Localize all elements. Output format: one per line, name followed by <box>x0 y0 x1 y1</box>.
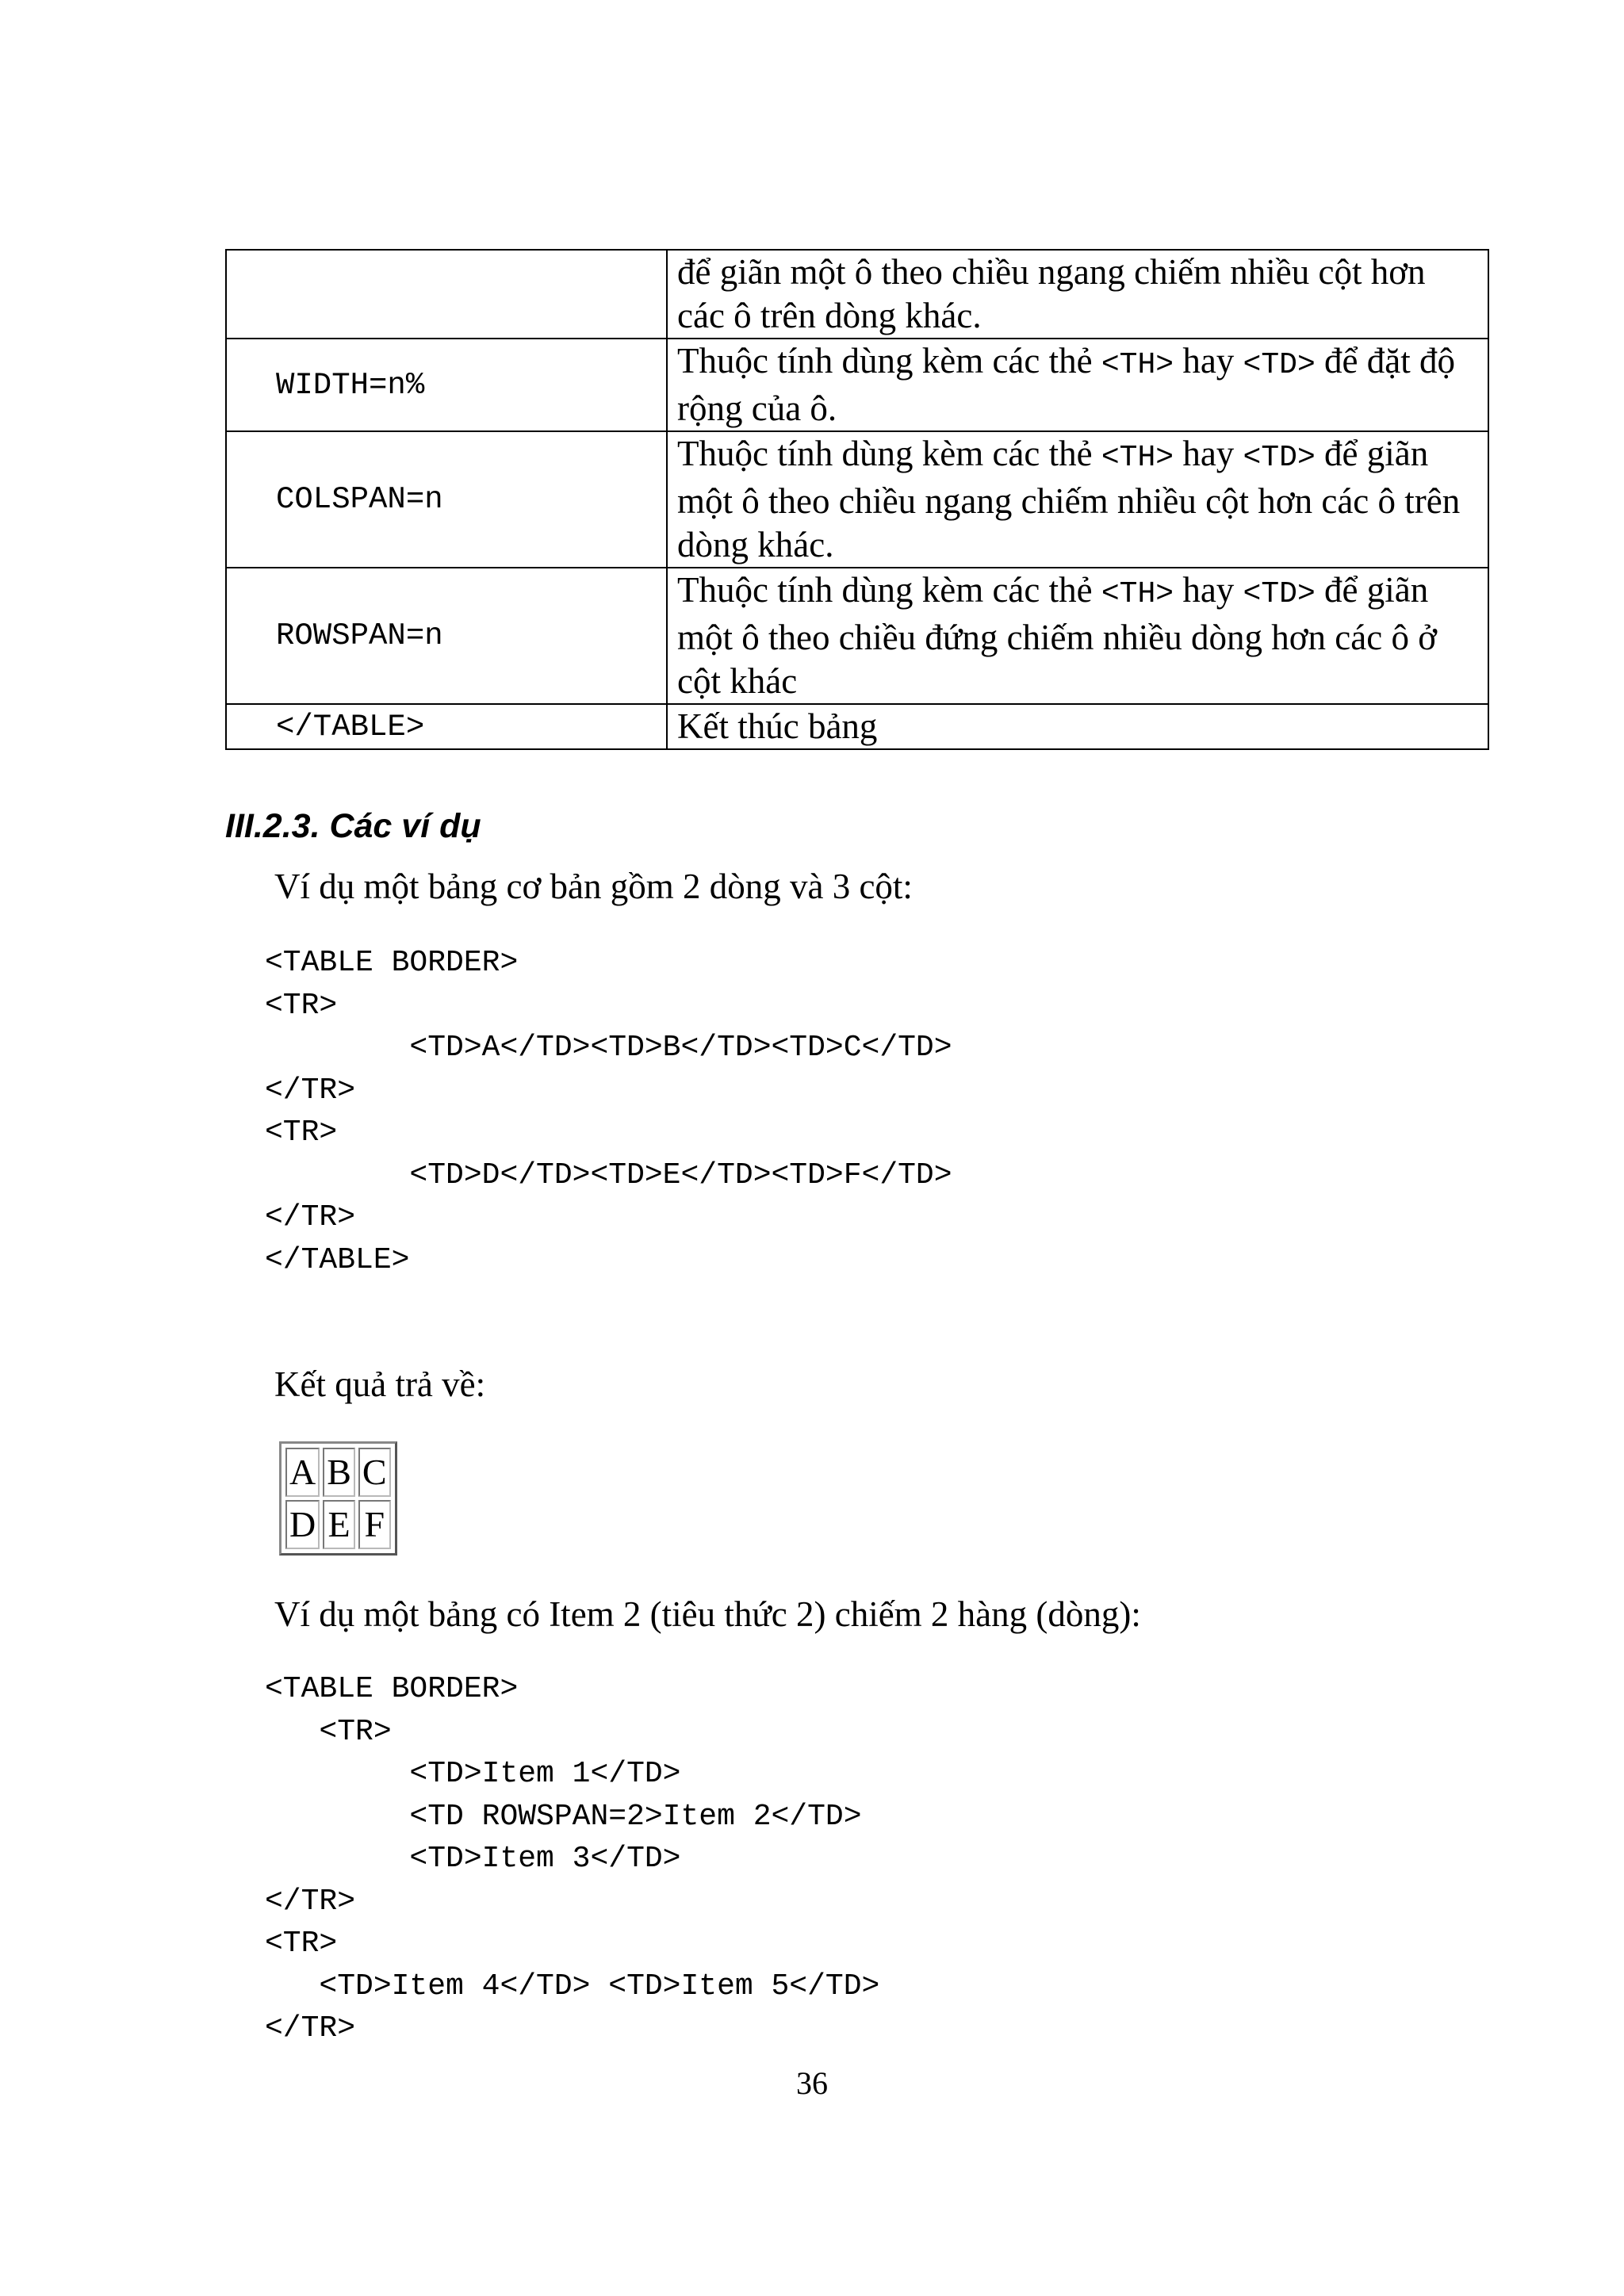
desc-text: để giãn một ô theo chiều ngang chiếm nhiều cột hơn các ô trên dòng khác. <box>677 434 1461 564</box>
desc-cell <box>667 431 1488 568</box>
result-cell: F <box>358 1500 391 1549</box>
table-row <box>226 431 1488 568</box>
table-row <box>285 1448 391 1497</box>
table-row <box>285 1500 391 1549</box>
attr-cell: WIDTH=n% <box>226 339 667 431</box>
section-heading: III.2.3. Các ví dụ <box>225 807 481 845</box>
result-cell: A <box>285 1448 320 1497</box>
example2-code: <TABLE BORDER> <TR> <TD>Item 1</TD> <TD ROWSPAN=2>Item 2</TD> <TD>Item 3</TD> </TR> <TR> <TD>Item 4</TD> <TD>Item 5</TD> </TR> <box>265 1672 880 2045</box>
result-label: Kết quả trả về: <box>274 1364 486 1404</box>
desc-text: Thuộc tính dùng kèm các thẻ <box>677 570 1101 610</box>
desc-text: hay <box>1174 434 1243 473</box>
desc-cell <box>667 339 1488 431</box>
table-row <box>226 568 1488 704</box>
desc-text: để đặt độ rộng của ô. <box>677 341 1455 428</box>
page-number: 36 <box>796 2065 828 2101</box>
desc-cell <box>667 568 1488 704</box>
example1-code: <TABLE BORDER> <TR> <TD>A</TD><TD>B</TD><TD>C</TD> </TR> <TR> <TD>D</TD><TD>E</TD><TD>F</TD> </TR> </TABLE> <box>265 946 952 1277</box>
desc-text: để giãn một ô theo chiều đứng chiếm nhiều dòng hơn các ô ở cột khác <box>677 570 1438 701</box>
tag-td: <TD> <box>1243 441 1316 475</box>
attr-cell: COLSPAN=n <box>226 431 667 568</box>
desc-text: Thuộc tính dùng kèm các thẻ <box>677 341 1101 381</box>
result-cell: E <box>323 1500 355 1549</box>
attr-cell: ROWSPAN=n <box>226 568 667 704</box>
attr-cell: </TABLE> <box>226 704 667 749</box>
table-row <box>226 704 1488 749</box>
desc-text: hay <box>1174 341 1243 381</box>
tag-td: <TD> <box>1243 348 1316 382</box>
tag-th: <TH> <box>1101 441 1174 475</box>
tag-th: <TH> <box>1101 348 1174 382</box>
desc-text: hay <box>1174 570 1243 610</box>
desc-text: Thuộc tính dùng kèm các thẻ <box>677 434 1101 473</box>
table-row <box>226 339 1488 431</box>
tag-th: <TH> <box>1101 577 1174 611</box>
attr-cell <box>226 250 667 339</box>
example2-intro: Ví dụ một bảng có Item 2 (tiêu thức 2) chiếm 2 hàng (dòng): <box>274 1594 1141 1634</box>
example1-intro: Ví dụ một bảng cơ bản gồm 2 dòng và 3 cột: <box>274 867 913 906</box>
result-cell: C <box>358 1448 391 1497</box>
result-cell: D <box>285 1500 320 1549</box>
attribute-table <box>225 249 1489 750</box>
result-table <box>279 1441 397 1556</box>
table-row <box>226 250 1488 339</box>
desc-cell: Kết thúc bảng <box>667 704 1488 749</box>
desc-cell: để giãn một ô theo chiều ngang chiếm nhiều cột hơn các ô trên dòng khác. <box>667 250 1488 339</box>
tag-td: <TD> <box>1243 577 1316 611</box>
result-cell: B <box>323 1448 355 1497</box>
